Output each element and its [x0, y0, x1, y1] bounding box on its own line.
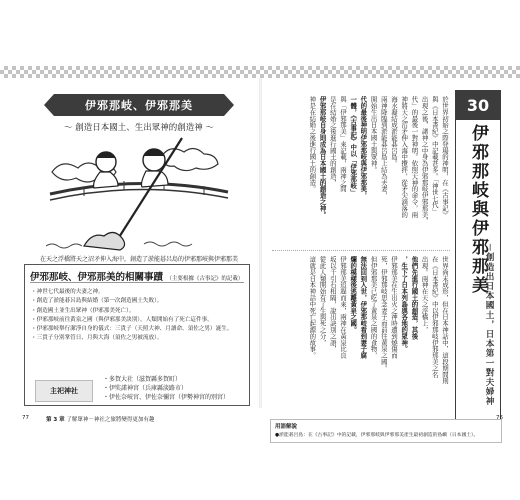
related-events-box [24, 264, 250, 406]
glossary-text: ●淤能碁呂島：在《古事記》中的記載，伊邪那岐與伊邪那美產生最初創造的島嶼（日本國土）。 [275, 433, 479, 438]
running-head-text: 了解眾神－神社之旅將變得更加有趣 [66, 417, 155, 423]
body-line: 海水凝結成淤能碁呂島。 [389, 96, 398, 167]
related-events-heading: 伊邪那岐、伊邪那美的相關事蹟 [30, 272, 164, 283]
list-item: ・ 伊奘諾神宮（兵庫縣淡路市） [103, 384, 229, 393]
body-line: 神將天之沼矛伸入海中攪拌，從矛尖滴落的 [400, 96, 409, 218]
body-line: 世界尚未成形，但在日本神話中，這段期間則 [441, 256, 449, 384]
left-running-head [46, 415, 154, 423]
divider [30, 282, 244, 283]
body-line: 坂以千引石相隔，說出訣別之語， [328, 256, 337, 352]
body-line-bold: 一體，《古事記》中以「伊邪那岐」 [349, 96, 358, 196]
related-events-list [31, 288, 245, 344]
right-page-number: 76 [496, 415, 503, 421]
list-item: ・ 伊邪那岐舉行潔淨自身的儀式：三貴子（天照大神、月讀命、須佐之男）誕生。 [31, 325, 245, 334]
list-item: ・ 多賀大社（滋賀縣多賀町） [103, 375, 229, 384]
body-line-bold: ，生下了日本列島與各地的眾神。 [400, 256, 409, 352]
illustration-caption: 在天之浮橋將天之沼矛伸入海中，創造了淤能碁呂島的伊邪那岐與伊邪那美 [39, 256, 238, 263]
list-item: ・ 創造國土並生出眾神（伊邪那美死亡）。 [31, 307, 245, 316]
body-line: 出現之後，諸神之中身為伊邪那岐伊邪那美， [420, 96, 429, 224]
glossary-box [270, 419, 502, 443]
body-line: 代」的最後一對神明。依照天神的命令，兩 [410, 96, 419, 218]
body-line-bold: 他們先進行國土的創造，其後 [410, 256, 419, 340]
list-item: ・ 創造了淤能碁呂島與結婚（第一次創造國土失敗）。 [31, 297, 245, 306]
deities-illustration [44, 134, 234, 252]
related-events-title [30, 269, 243, 283]
body-line: 神是在結婚之後進行國土的創造。 [308, 96, 317, 192]
body-line-bold: 爛的模樣後逃離黃泉之國。 [349, 256, 358, 333]
list-item: ・ 伊佐奈岐宮、伊佐奈彌宮（伊勢神宮的別宮） [103, 393, 229, 402]
list-item: ・ 神世七代最後的夫妻之神。 [31, 288, 245, 297]
body-line: 從此人類開始有了生與死之分， [318, 256, 327, 346]
body-line: 伊邪那美追趕而來，兩神在黃泉比良 [338, 256, 347, 359]
left-page-banner: 伊邪那岐、伊邪那美 [54, 94, 224, 116]
body-line: 伊邪那美在生出火之神時遭到燒傷而 [389, 256, 398, 359]
divider [272, 250, 450, 251]
running-head-chapter: 第 3 章 [46, 417, 65, 423]
body-line-bold: 伊邪那岐自身則成為日本國土的創造之神。 [318, 96, 327, 218]
body-line: 與《日本書紀》中記載甚多。「神世七代」 [430, 96, 439, 215]
body-line: 死，伊邪那岐思念妻子而前往黃泉之國。 [379, 256, 388, 372]
body-text-upper [272, 96, 450, 246]
checker-border [0, 66, 520, 78]
body-line-bold: 無法回到人世，伊邪那岐看到妻子腐 [359, 256, 368, 359]
section-title: 伊邪那岐與伊邪那美 [468, 124, 488, 295]
section-number: 30 [455, 90, 501, 120]
body-line-bold: 代的最後神明伊邪那岐與伊邪那美， [359, 96, 368, 199]
body-text-lower [272, 256, 450, 406]
body-line: 兩神降臨到淤能碁呂島上結為夫妻， [379, 96, 388, 199]
body-line: 出現。兩神在天之浮橋上， [420, 256, 429, 333]
shrine-list [103, 375, 229, 402]
body-line: 於世界初始之際登場的神明，在《古事記》 [441, 96, 449, 218]
left-page-number: 77 [22, 415, 29, 421]
page-gutter [259, 78, 262, 408]
body-line: 與「伊邪那美」來記載，兩神之間 [338, 96, 347, 192]
body-line: 但伊邪那美已吃了黃泉之國的食物， [369, 256, 378, 359]
section-subtitle: －創造出日本國土，日本第一對夫婦神 [484, 243, 494, 407]
island-shape [84, 232, 125, 250]
body-line: 開始生出日本國土與眾神。 [369, 96, 378, 173]
shrine-label: 主祀神社 [35, 380, 93, 402]
left-page-subtitle: ～ 創造日本國土、生出眾神的創造神 ～ [64, 123, 214, 133]
glossary-heading: 用語解說 [275, 424, 298, 430]
body-line: 這就是日本神話中死亡起源的故事。 [308, 256, 317, 359]
cloud-icon [162, 148, 218, 170]
list-item: ・ 三貴子分別掌管日、月與大海（須佐之男被流放）。 [31, 334, 245, 343]
body-line: 在《日本書紀》中以伊邪那岐伊邪那美之名 [430, 256, 439, 378]
related-events-note: （主要根據《古事記》的記載） [166, 276, 244, 282]
body-line: 是在結婚之後進行國土的創造， [328, 96, 337, 186]
list-item: ・ 伊邪那岐前往黃泉之國（與伊邪那美訣別）。人類開始有了死亡這件事。 [31, 316, 245, 325]
floating-bridge [50, 183, 228, 194]
